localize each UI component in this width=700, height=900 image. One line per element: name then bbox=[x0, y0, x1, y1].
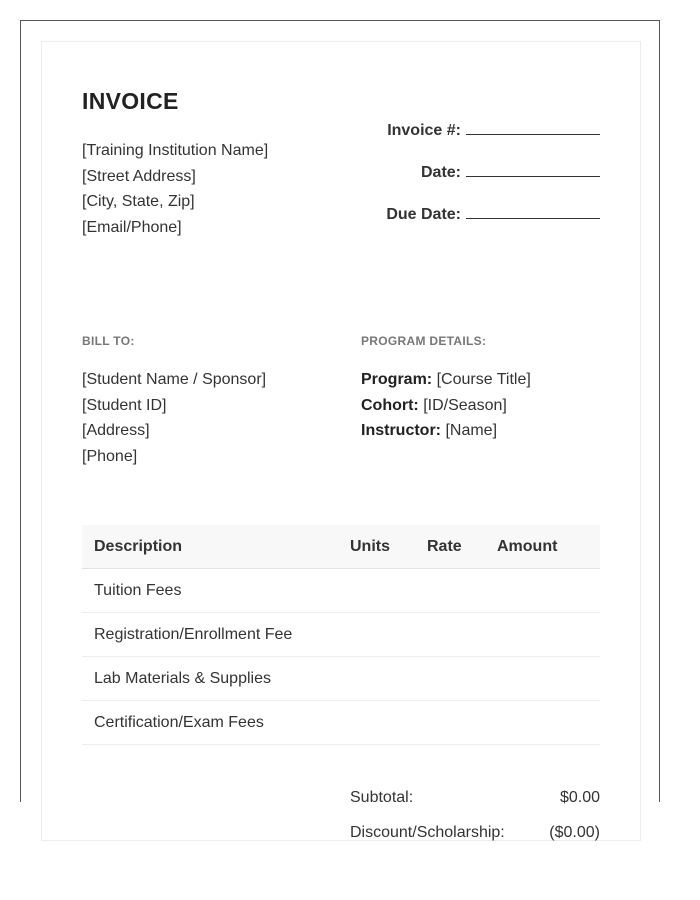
discount-value: ($0.00) bbox=[549, 823, 600, 841]
program-row bbox=[361, 367, 531, 393]
table-row bbox=[82, 657, 600, 701]
bill-to-heading: BILL TO: bbox=[82, 334, 135, 348]
instructor-value: [Name] bbox=[441, 422, 498, 439]
instructor-label: Instructor: bbox=[361, 422, 441, 439]
due-date-blank bbox=[466, 204, 600, 219]
cohort-row bbox=[361, 393, 531, 419]
table-header bbox=[82, 525, 600, 569]
discount-label: Discount/Scholarship: bbox=[350, 823, 505, 841]
date-label: Date: bbox=[420, 164, 461, 181]
header-units: Units bbox=[350, 537, 390, 555]
instructor-row bbox=[361, 418, 531, 444]
program-value: [Course Title] bbox=[432, 371, 531, 388]
invoice-number-row bbox=[300, 120, 600, 162]
sender-line: [Email/Phone] bbox=[82, 218, 182, 236]
program-details-block bbox=[361, 367, 531, 444]
bill-to-line: [Address] bbox=[82, 422, 150, 439]
invoice-number-blank bbox=[466, 120, 600, 135]
header-description: Description bbox=[94, 537, 183, 555]
invoice-sheet bbox=[41, 41, 641, 841]
program-details-heading: PROGRAM DETAILS: bbox=[361, 334, 487, 348]
totals-block bbox=[350, 780, 600, 850]
row-description: Lab Materials & Supplies bbox=[94, 669, 271, 687]
bill-to-line: [Student ID] bbox=[82, 396, 167, 414]
due-date-label: Due Date: bbox=[386, 206, 461, 223]
bill-to-block bbox=[82, 367, 266, 469]
header-rate: Rate bbox=[427, 537, 462, 555]
date-blank bbox=[466, 162, 600, 177]
row-description: Registration/Enrollment Fee bbox=[94, 625, 293, 643]
sender-address bbox=[82, 138, 268, 240]
invoice-meta bbox=[300, 120, 600, 246]
subtotal-row bbox=[350, 780, 600, 815]
row-description: Tuition Fees bbox=[94, 581, 182, 599]
program-label: Program: bbox=[361, 371, 433, 388]
sender-line: [Training Institution Name] bbox=[82, 142, 269, 159]
cohort-label: Cohort: bbox=[361, 396, 419, 414]
date-row bbox=[300, 162, 600, 204]
bill-to-line: [Phone] bbox=[82, 447, 138, 465]
sender-line: [Street Address] bbox=[82, 167, 196, 185]
table-row bbox=[82, 613, 600, 657]
cohort-value: [ID/Season] bbox=[418, 396, 507, 414]
bill-to-line: [Student Name / Sponsor] bbox=[82, 371, 267, 388]
subtotal-value: $0.00 bbox=[559, 788, 600, 806]
discount-row bbox=[350, 815, 600, 850]
invoice-number-label: Invoice #: bbox=[387, 122, 461, 139]
document-viewport bbox=[20, 20, 660, 841]
row-description: Certification/Exam Fees bbox=[94, 713, 264, 731]
sender-line: [City, State, Zip] bbox=[82, 193, 195, 210]
line-items-table bbox=[82, 525, 600, 745]
table-row bbox=[82, 569, 600, 613]
header-amount: Amount bbox=[497, 537, 558, 555]
invoice-title: INVOICE bbox=[82, 88, 179, 114]
table-row bbox=[82, 701, 600, 745]
due-date-row bbox=[300, 204, 600, 246]
subtotal-label: Subtotal: bbox=[350, 788, 414, 806]
